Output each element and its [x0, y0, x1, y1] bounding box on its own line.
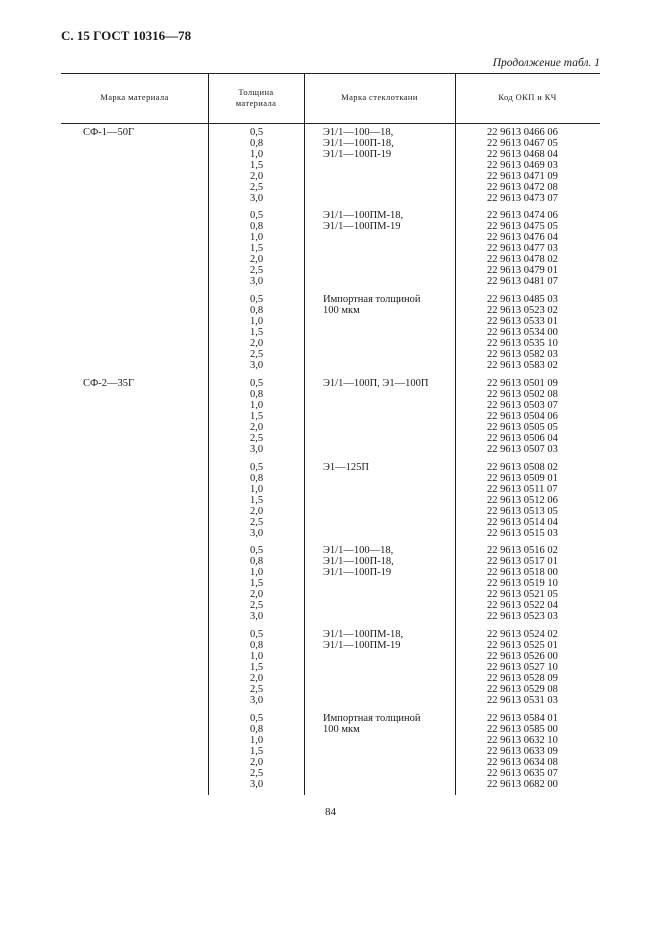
okp-code: 22 9613 0473 07: [487, 193, 558, 204]
thickness-value: 2,0: [249, 338, 264, 349]
thickness-value: 2,0: [249, 673, 264, 684]
thickness-value: 2,0: [249, 506, 264, 517]
fabric-grade: Э1/1—100ПМ-18,: [323, 629, 404, 640]
header-fabric: [304, 73, 455, 123]
thickness-value: 2,5: [249, 349, 264, 360]
okp-code: 22 9613 0682 00: [487, 779, 558, 790]
fabric-grade: Э1/1—100ПМ-19: [323, 640, 401, 651]
okp-code: 22 9613 0481 07: [487, 276, 558, 287]
thickness-value: 2,0: [249, 757, 264, 768]
fabric-grade-column: [323, 210, 463, 232]
fabric-grade: Э1—125П: [323, 462, 370, 473]
okp-code-column: [487, 629, 597, 706]
thickness-value: 3,0: [249, 360, 264, 371]
okp-code-column: [487, 462, 597, 539]
okp-code: 22 9613 0475 05: [487, 221, 558, 232]
okp-code: 22 9613 0524 02: [487, 629, 558, 640]
thickness-value: 3,0: [249, 779, 264, 790]
thickness-value: 1,5: [249, 411, 264, 422]
thickness-value: 1,5: [249, 160, 264, 171]
okp-code: 22 9613 0519 10: [487, 578, 558, 589]
page-header: С. 15 ГОСТ 10316—78: [61, 28, 192, 43]
okp-code: 22 9613 0525 01: [487, 640, 558, 651]
thickness-value: 3,0: [249, 444, 264, 455]
okp-code: 22 9613 0517 01: [487, 556, 558, 567]
okp-code: 22 9613 0501 09: [487, 378, 558, 389]
column-divider: [455, 73, 456, 795]
okp-code: 22 9613 0479 01: [487, 265, 558, 276]
thickness-value: 2,5: [249, 517, 264, 528]
header-thickness-label-1: Толщина: [238, 86, 274, 97]
okp-code: 22 9613 0505 05: [487, 422, 558, 433]
fabric-grade-column: [323, 294, 463, 316]
thickness-value: 3,0: [249, 528, 264, 539]
okp-code: 22 9613 0518 00: [487, 567, 558, 578]
okp-code: 22 9613 0635 07: [487, 768, 558, 779]
thickness-value: 1,5: [249, 578, 264, 589]
okp-code: 22 9613 0523 02: [487, 305, 558, 316]
header-code-label: Код ОКП и КЧ: [498, 92, 557, 103]
okp-code: 22 9613 0472 08: [487, 182, 558, 193]
fabric-grade: Импортная толщиной: [323, 713, 421, 724]
thickness-value: 0,8: [249, 556, 264, 567]
thickness-value: 3,0: [249, 611, 264, 622]
thickness-value: 0,8: [249, 138, 264, 149]
thickness-value: 3,0: [249, 193, 264, 204]
thickness-value: 1,5: [249, 243, 264, 254]
thickness-value-column: [203, 127, 310, 204]
okp-code: 22 9613 0583 02: [487, 360, 558, 371]
fabric-grade: Э1/1—100ПМ-18,: [323, 210, 404, 221]
okp-code: 22 9613 0529 08: [487, 684, 558, 695]
okp-code-column: [487, 713, 597, 790]
thickness-value-column: [203, 294, 310, 371]
fabric-grade: Э1/1—100П-18,: [323, 138, 394, 149]
thickness-value-column: [203, 210, 310, 287]
okp-code: 22 9613 0521 05: [487, 589, 558, 600]
okp-code: 22 9613 0531 03: [487, 695, 558, 706]
header-thickness: [208, 73, 304, 123]
okp-code: 22 9613 0514 04: [487, 517, 558, 528]
material-brand: СФ-1—50Г: [83, 127, 135, 138]
okp-code: 22 9613 0468 04: [487, 149, 558, 160]
thickness-value: 2,5: [249, 600, 264, 611]
okp-code-column: [487, 545, 597, 622]
fabric-grade-column: [323, 462, 463, 473]
thickness-value: 1,0: [249, 149, 264, 160]
thickness-value: 0,8: [249, 305, 264, 316]
thickness-value: 0,5: [249, 629, 264, 640]
thickness-value: 0,5: [249, 713, 264, 724]
okp-code: 22 9613 0585 00: [487, 724, 558, 735]
fabric-grade: Импортная толщиной: [323, 294, 421, 305]
okp-code-column: [487, 378, 597, 455]
okp-code: 22 9613 0509 01: [487, 473, 558, 484]
material-table: [61, 73, 600, 795]
fabric-grade: Э1/1—100П-18,: [323, 556, 394, 567]
okp-code: 22 9613 0633 09: [487, 746, 558, 757]
header-thickness-label-2: материала: [235, 98, 277, 108]
thickness-value: 0,8: [249, 473, 264, 484]
okp-code: 22 9613 0582 03: [487, 349, 558, 360]
thickness-value-column: [203, 378, 310, 455]
thickness-value: 1,0: [249, 232, 264, 243]
thickness-value: 3,0: [249, 276, 264, 287]
okp-code: 22 9613 0512 06: [487, 495, 558, 506]
thickness-value: 2,0: [249, 254, 264, 265]
okp-code: 22 9613 0507 03: [487, 444, 558, 455]
fabric-grade: Э1/1—100П-19: [323, 149, 392, 160]
okp-code: 22 9613 0634 08: [487, 757, 558, 768]
thickness-value: 2,5: [249, 768, 264, 779]
thickness-value-column: [203, 713, 310, 790]
thickness-value: 1,0: [249, 484, 264, 495]
thickness-value: 1,5: [249, 746, 264, 757]
okp-code: 22 9613 0535 10: [487, 338, 558, 349]
okp-code: 22 9613 0478 02: [487, 254, 558, 265]
thickness-value-column: [203, 629, 310, 706]
okp-code: 22 9613 0476 04: [487, 232, 558, 243]
thickness-value: 1,0: [249, 316, 264, 327]
fabric-grade: Э1/1—100П-19: [323, 567, 392, 578]
thickness-value-column: [203, 462, 310, 539]
okp-code: 22 9613 0502 08: [487, 389, 558, 400]
okp-code: 22 9613 0506 04: [487, 433, 558, 444]
okp-code: 22 9613 0523 03: [487, 611, 558, 622]
thickness-value: 1,5: [249, 495, 264, 506]
fabric-grade-column: [323, 378, 463, 389]
thickness-value: 0,5: [249, 378, 264, 389]
fabric-grade: Э1/1—100—18,: [323, 127, 394, 138]
table-header-rule: [61, 123, 600, 124]
okp-code-column: [487, 127, 597, 204]
thickness-value: 1,0: [249, 567, 264, 578]
thickness-value: 1,5: [249, 662, 264, 673]
thickness-value: 0,8: [249, 640, 264, 651]
okp-code: 22 9613 0477 03: [487, 243, 558, 254]
okp-code-column: [487, 294, 597, 371]
thickness-value: 0,5: [249, 545, 264, 556]
okp-code: 22 9613 0534 00: [487, 327, 558, 338]
fabric-grade-column: [323, 545, 463, 578]
thickness-value: 0,8: [249, 389, 264, 400]
thickness-value: 1,0: [249, 651, 264, 662]
thickness-value: 0,8: [249, 221, 264, 232]
page-number: 84: [325, 806, 336, 818]
thickness-value: 0,5: [249, 210, 264, 221]
okp-code: 22 9613 0474 06: [487, 210, 558, 221]
fabric-grade: 100 мкм: [323, 724, 360, 735]
okp-code: 22 9613 0513 05: [487, 506, 558, 517]
okp-code: 22 9613 0522 04: [487, 600, 558, 611]
thickness-value: 2,0: [249, 422, 264, 433]
thickness-value: 2,0: [249, 171, 264, 182]
okp-code: 22 9613 0467 05: [487, 138, 558, 149]
table-continuation-note: Продолжение табл. 1: [492, 57, 600, 69]
fabric-grade: Э1/1—100ПМ-19: [323, 221, 401, 232]
material-brand: СФ-2—35Г: [83, 378, 135, 389]
okp-code-column: [487, 210, 597, 287]
header-brand: [61, 73, 208, 123]
header-fabric-label: Марка стеклоткани: [341, 92, 418, 103]
thickness-value-column: [203, 545, 310, 622]
thickness-value: 0,8: [249, 724, 264, 735]
thickness-value: 1,0: [249, 400, 264, 411]
okp-code: 22 9613 0511 07: [487, 484, 558, 495]
okp-code: 22 9613 0504 06: [487, 411, 558, 422]
okp-code: 22 9613 0526 00: [487, 651, 558, 662]
thickness-value: 1,0: [249, 735, 264, 746]
header-brand-label: Марка материала: [100, 92, 169, 103]
okp-code: 22 9613 0632 10: [487, 735, 558, 746]
okp-code: 22 9613 0503 07: [487, 400, 558, 411]
okp-code: 22 9613 0516 02: [487, 545, 558, 556]
thickness-value: 0,5: [249, 127, 264, 138]
okp-code: 22 9613 0533 01: [487, 316, 558, 327]
thickness-value: 2,5: [249, 684, 264, 695]
thickness-value: 3,0: [249, 695, 264, 706]
okp-code: 22 9613 0527 10: [487, 662, 558, 673]
thickness-value: 0,5: [249, 462, 264, 473]
okp-code: 22 9613 0515 03: [487, 528, 558, 539]
thickness-value: 2,5: [249, 182, 264, 193]
thickness-value: 0,5: [249, 294, 264, 305]
fabric-grade: Э1/1—100—18,: [323, 545, 394, 556]
header-code: [455, 73, 600, 123]
okp-code: 22 9613 0508 02: [487, 462, 558, 473]
okp-code: 22 9613 0584 01: [487, 713, 558, 724]
okp-code: 22 9613 0528 09: [487, 673, 558, 684]
thickness-value: 2,5: [249, 265, 264, 276]
okp-code: 22 9613 0466 06: [487, 127, 558, 138]
thickness-value: 2,5: [249, 433, 264, 444]
fabric-grade-column: [323, 629, 463, 651]
thickness-value: 1,5: [249, 327, 264, 338]
fabric-grade-column: [323, 127, 463, 160]
fabric-grade-column: [323, 713, 463, 735]
okp-code: 22 9613 0469 03: [487, 160, 558, 171]
okp-code: 22 9613 0471 09: [487, 171, 558, 182]
thickness-value: 2,0: [249, 589, 264, 600]
fabric-grade: 100 мкм: [323, 305, 360, 316]
fabric-grade: Э1/1—100П, Э1—100П: [323, 378, 429, 389]
okp-code: 22 9613 0485 03: [487, 294, 558, 305]
